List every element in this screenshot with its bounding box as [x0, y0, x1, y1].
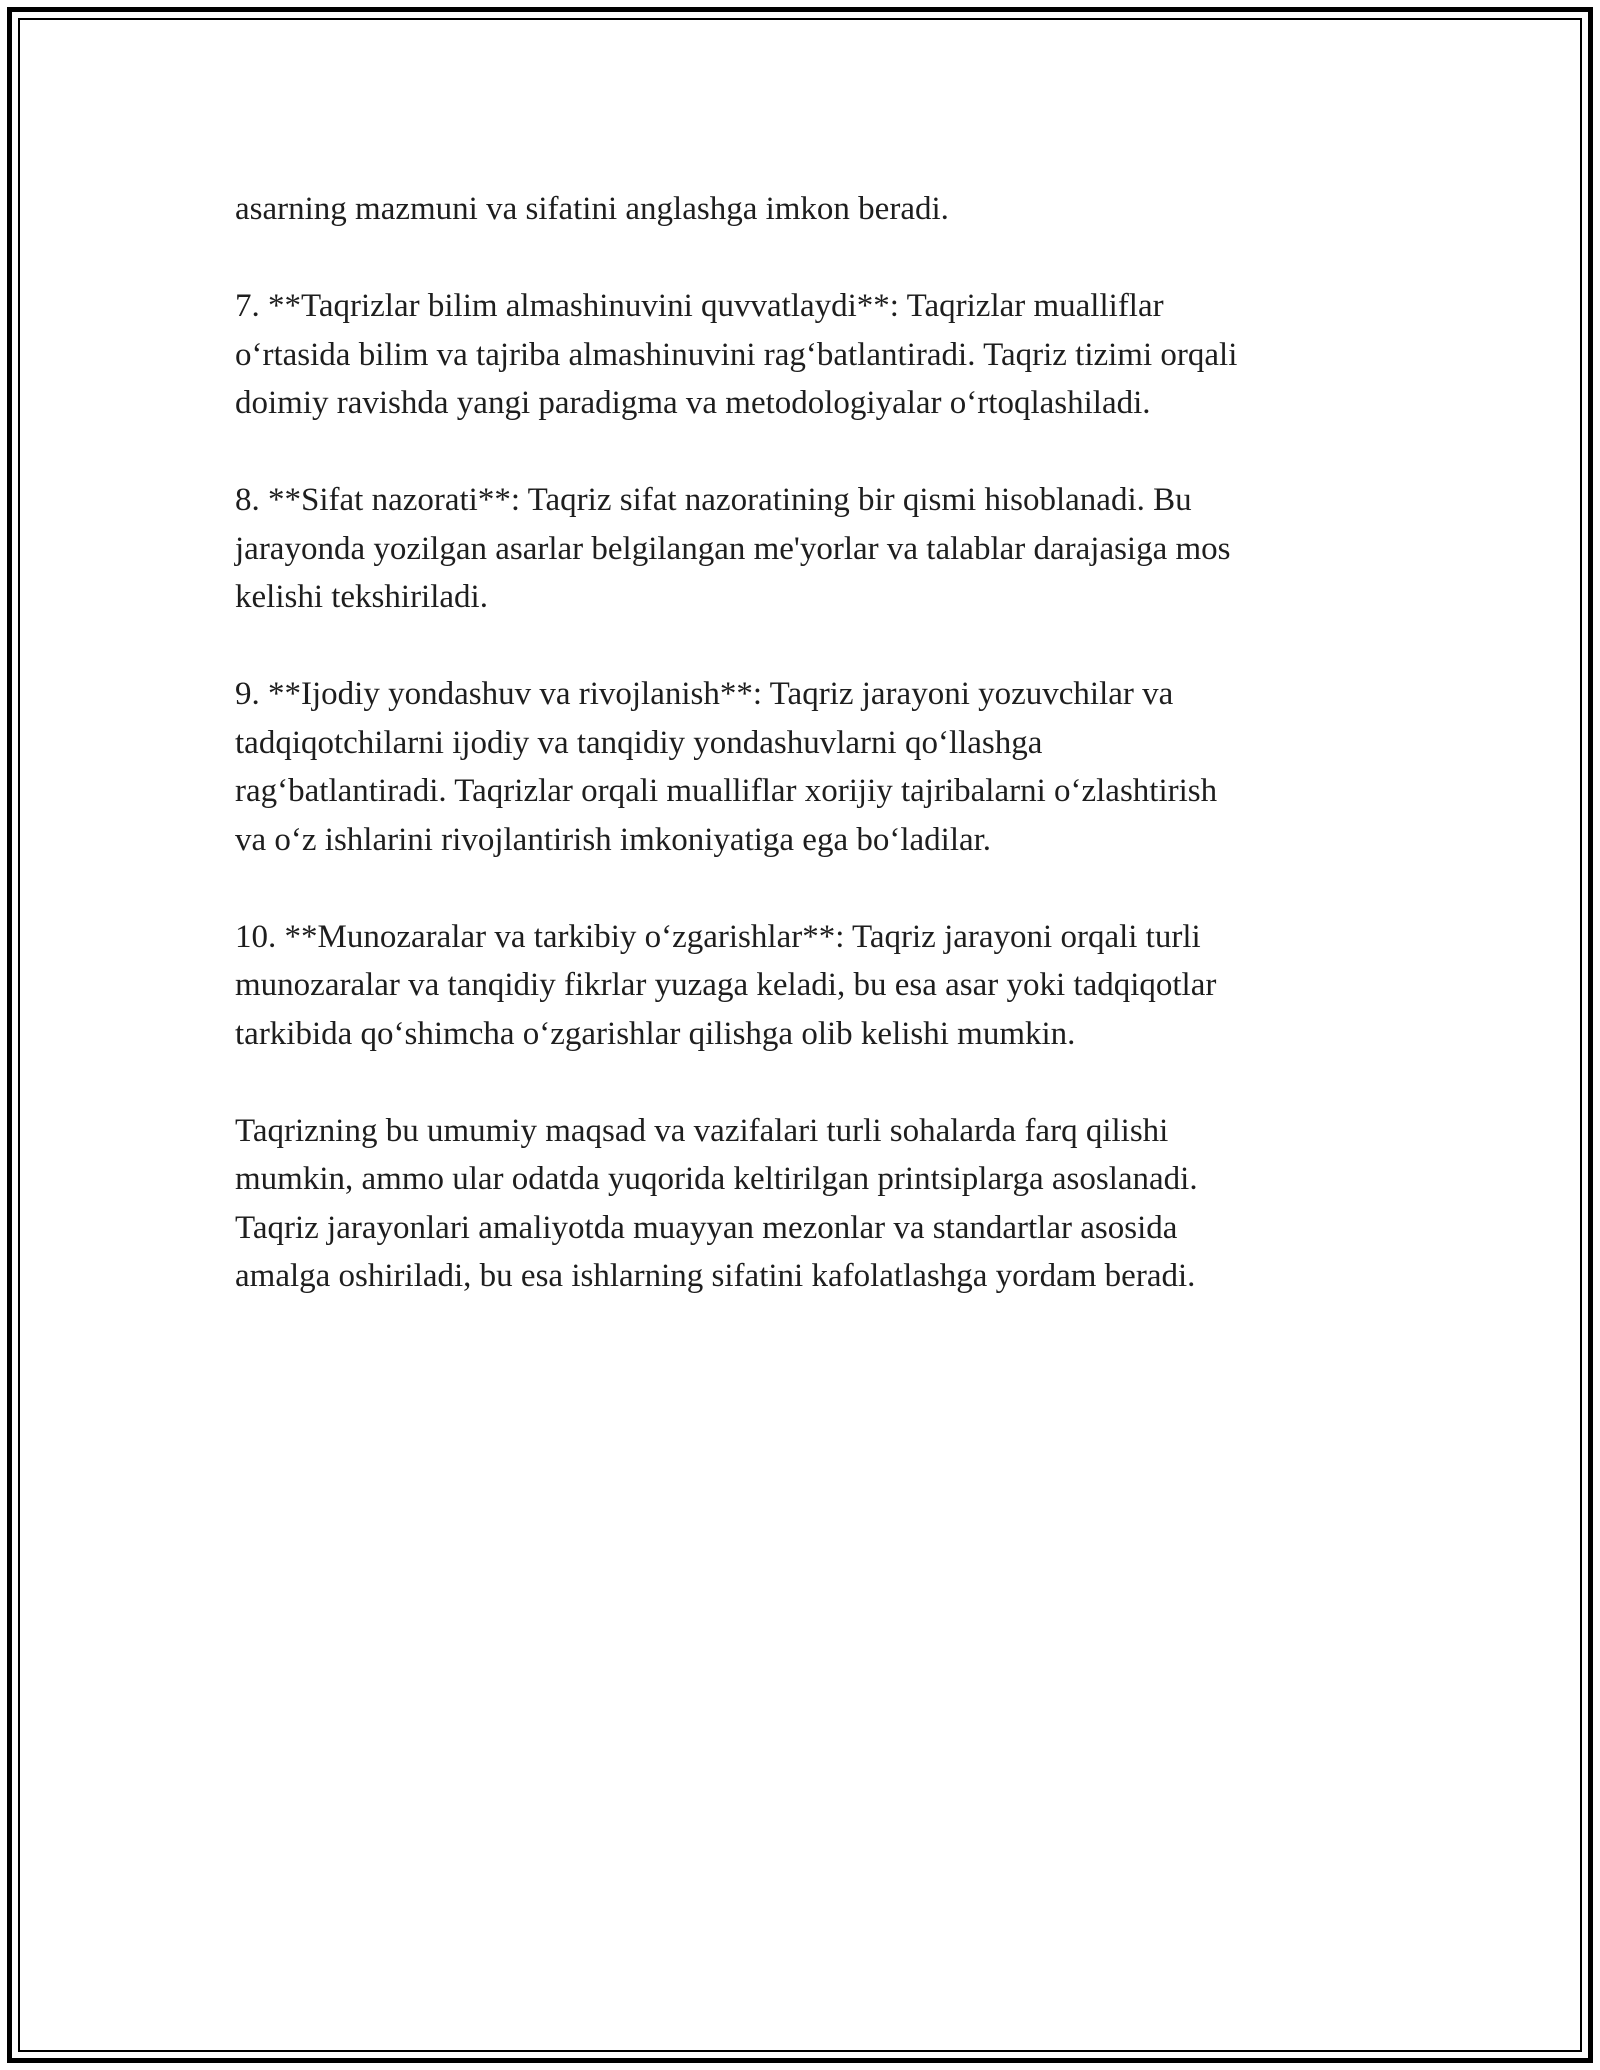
- paragraph-conclusion: Taqrizning bu umumiy maqsad va vazifalari turli sohalarda farq qilishi mumkin, ammo ular odatda yuqorida keltirilgan printsiplarga asoslanadi. Taqriz jarayonlari amaliyotda muayyan mezonlar va standartlar asosida amalga oshiriladi, bu esa ishlarning sifatini kafolatlashga yordam beradi.: [235, 1112, 1198, 1294]
- document-body: [235, 185, 1375, 1349]
- paragraph-item-8: 8. **Sifat nazorati**: Taqriz sifat nazoratining bir qismi hisoblanadi. Bu jarayonda yozilgan asarlar belgilangan me'yorlar va talablar darajasiga mos kelishi tekshiriladi.: [235, 482, 1231, 615]
- paragraph-item-9: 9. **Ijodiy yondashuv va rivojlanish**: Taqriz jarayoni yozuvchilar va tadqiqotchilarni ijodiy va tanqidiy yondashuvlarni qo‘llashga rag‘batlantiradi. Taqrizlar orqali mualliflar xorijiy tajribalarni o‘zlashtirish va o‘z ishlarini rivojlantirish imkoniyatiga ega bo‘ladilar.: [235, 676, 1218, 858]
- paragraph-item-7: 7. **Taqrizlar bilim almashinuvini quvvatlaydi**: Taqrizlar mualliflar o‘rtasida bilim va tajriba almashinuvini rag‘batlantiradi. Taqriz tizimi orqali doimiy ravishda yangi paradigma va metodologiyalar o‘rtoqlashiladi.: [235, 288, 1238, 421]
- paragraph-continuation: asarning mazmuni va sifatini anglashga imkon beradi.: [235, 191, 949, 227]
- paragraph-item-10: 10. **Munozaralar va tarkibiy o‘zgarishlar**: Taqriz jarayoni orqali turli munozaralar va tanqidiy fikrlar yuzaga keladi, bu esa asar yoki tadqiqotlar tarkibida qo‘shimcha o‘zgarishlar qilishga olib kelishi mumkin.: [235, 918, 1217, 1052]
